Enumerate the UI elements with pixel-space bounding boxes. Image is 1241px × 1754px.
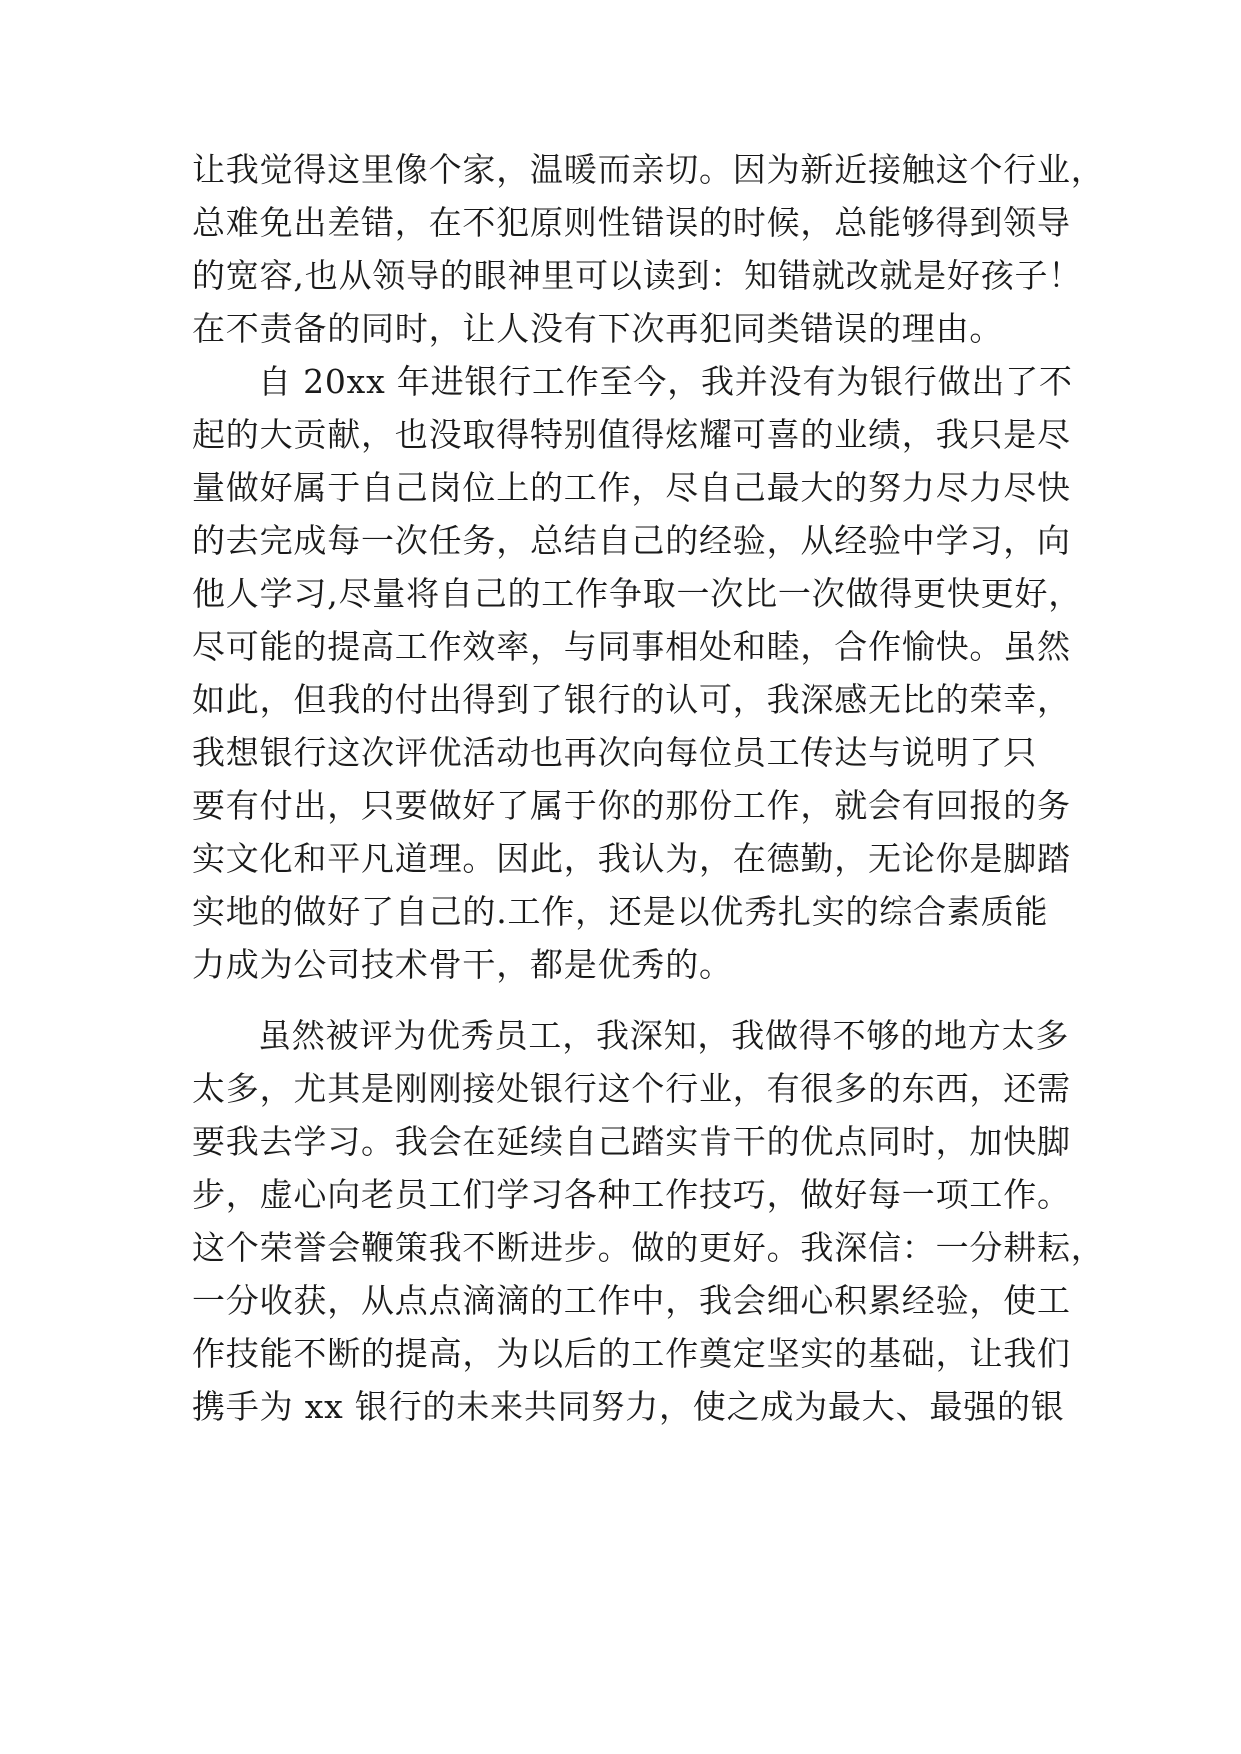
text-line: 的宽容,也从领导的眼神里可以读到：知错就改就是好孩子！ <box>192 256 1083 295</box>
text-line: 他人学习,尽量将自己的工作争取一次比一次做得更快更好， <box>192 574 1083 613</box>
text-line: 起的大贡献，也没取得特别值得炫耀可喜的业绩，我只是尽 <box>192 415 1071 454</box>
text-line: 如此，但我的付出得到了银行的认可，我深感无比的荣幸， <box>192 680 1071 719</box>
text-line: 这个荣誉会鞭策我不断进步。做的更好。我深信：一分耕耘， <box>192 1228 1105 1267</box>
text-line: 的去完成每一次任务，总结自己的经验，从经验中学习，向 <box>192 521 1071 560</box>
text-line: 让我觉得这里像个家，温暖而亲切。因为新近接触这个行业， <box>192 150 1105 189</box>
text-line: 要我去学习。我会在延续自己踏实肯干的优点同时，加快脚 <box>192 1122 1071 1161</box>
text-line: 力成为公司技术骨干，都是优秀的。 <box>192 945 733 984</box>
text-line: 步，虚心向老员工们学习各种工作技巧，做好每一项工作。 <box>192 1175 1071 1214</box>
text-line: 作技能不断的提高，为以后的工作奠定坚实的基础，让我们 <box>192 1334 1071 1373</box>
text-line: 携手为 xx 银行的未来共同努力，使之成为最大、最强的银 <box>192 1387 1065 1426</box>
text-line: 实文化和平凡道理。因此，我认为，在德勤，无论你是脚踏 <box>192 839 1071 878</box>
text-line: 我想银行这次评优活动也再次向每位员工传达与说明了只 <box>192 733 1037 772</box>
paragraph-first-line: 虽然被评为优秀员工，我深知，我做得不够的地方太多 <box>258 1016 1070 1055</box>
text-line: 太多，尤其是刚刚接处银行这个行业，有很多的东西，还需 <box>192 1069 1071 1108</box>
text-line: 要有付出，只要做好了属于你的那份工作，就会有回报的务 <box>192 786 1071 825</box>
text-line: 量做好属于自己岗位上的工作，尽自己最大的努力尽力尽快 <box>192 468 1071 507</box>
text-line: 在不责备的同时，让人没有下次再犯同类错误的理由。 <box>192 309 1004 348</box>
paragraph-first-line: 自 20xx 年进银行工作至今，我并没有为银行做出了不 <box>258 362 1073 401</box>
text-line: 总难免出差错，在不犯原则性错误的时候，总能够得到领导 <box>192 203 1071 242</box>
text-line: 实地的做好了自己的.工作，还是以优秀扎实的综合素质能 <box>192 892 1049 931</box>
text-line: 一分收获，从点点滴滴的工作中，我会细心积累经验，使工 <box>192 1281 1071 1320</box>
text-line: 尽可能的提高工作效率，与同事相处和睦，合作愉快。虽然 <box>192 627 1071 666</box>
